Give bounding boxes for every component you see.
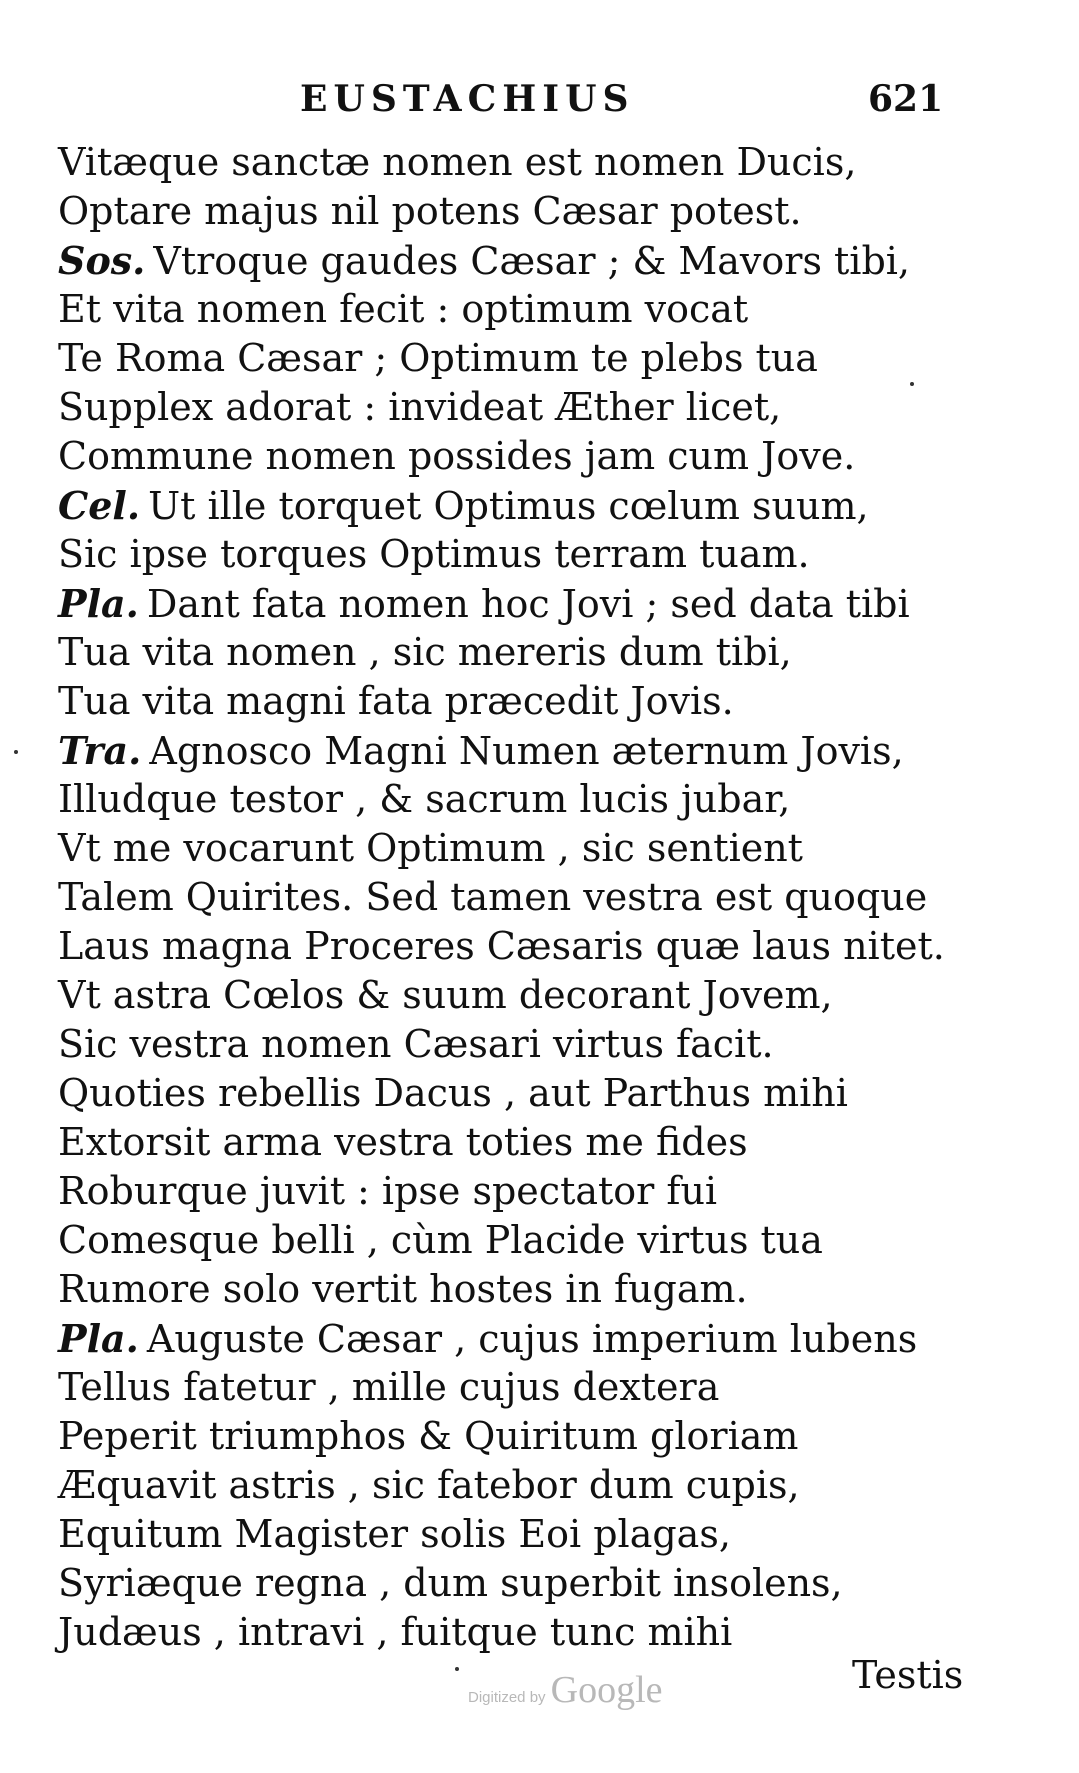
speaker-label: Cel. — [58, 483, 141, 528]
catchword: Testis — [852, 1653, 964, 1697]
verse-text: Roburque juvit : ipse spectator fui — [58, 1169, 718, 1213]
verse-line — [58, 432, 1018, 481]
verse-text: Ut ille torquet Optimus cœlum suum, — [148, 484, 869, 528]
ink-speck — [910, 382, 914, 386]
verse-line — [58, 1412, 1018, 1461]
speaker-label: Pla. — [58, 1316, 139, 1361]
verse-line — [58, 726, 1018, 775]
verse-line — [58, 1608, 1018, 1657]
verse-text: Supplex adorat : invideat Æther licet, — [58, 385, 782, 429]
verse-line — [58, 775, 1018, 824]
verse-line — [58, 1216, 1018, 1265]
verse-text: Judæus , intravi , fuitque tunc mihi — [58, 1610, 733, 1654]
verse-line — [58, 1461, 1018, 1510]
verse-text: Auguste Cæsar , cujus imperium lubens — [146, 1317, 918, 1361]
verse-line — [58, 1118, 1018, 1167]
verse-line — [58, 334, 1018, 383]
verse-text: Optare majus nil potens Cæsar potest. — [58, 189, 802, 233]
verse-text: Tua vita nomen , sic mereris dum tibi, — [58, 630, 792, 674]
verse-line — [58, 677, 1018, 726]
verse-text: Quoties rebellis Dacus , aut Parthus mihi — [58, 1071, 848, 1115]
verse-text: Et vita nomen fecit : optimum vocat — [58, 287, 749, 331]
verse-text: Tellus fatetur , mille cujus dextera — [58, 1365, 720, 1409]
verse-line — [58, 1265, 1018, 1314]
verse-line — [58, 1020, 1018, 1069]
verse-text: Æquavit astris , sic fatebor dum cupis, — [58, 1463, 800, 1507]
verse-line — [58, 1559, 1018, 1608]
verse-text: Rumore solo vertit hostes in fugam. — [58, 1267, 748, 1311]
ink-speck — [14, 750, 18, 754]
verse-text: Te Roma Cæsar ; Optimum te plebs tua — [58, 336, 818, 380]
verse-line — [58, 628, 1018, 677]
watermark-brand: Google — [550, 1669, 663, 1711]
verse-text: Tua vita magni fata præcedit Jovis. — [58, 679, 734, 723]
verse-line — [58, 971, 1018, 1020]
verse-line — [58, 1510, 1018, 1559]
verse-line — [58, 383, 1018, 432]
ink-speck — [455, 1667, 459, 1671]
verse-line — [58, 873, 1018, 922]
verse-text-block — [58, 138, 1018, 1657]
verse-line — [58, 1363, 1018, 1412]
verse-line — [58, 1314, 1018, 1363]
verse-text: Vitæque sanctæ nomen est nomen Ducis, — [58, 140, 857, 184]
page-number: 621 — [868, 78, 944, 120]
verse-text: Peperit triumphos & Quiritum gloriam — [58, 1414, 799, 1458]
speaker-label: Pla. — [58, 581, 139, 626]
verse-text: Dant fata nomen hoc Jovi ; sed data tibi — [146, 582, 910, 626]
verse-text: Vtroque gaudes Cæsar ; & Mavors tibi, — [153, 239, 911, 283]
watermark-prefix: Digitized by — [468, 1689, 546, 1706]
verse-text: Sic vestra nomen Cæsari virtus facit. — [58, 1022, 774, 1066]
verse-line — [58, 138, 1018, 187]
verse-line — [58, 481, 1018, 530]
verse-text: Agnosco Magni Numen æternum Jovis, — [149, 729, 904, 773]
verse-text: Vt astra Cœlos & suum decorant Jovem, — [58, 973, 833, 1017]
verse-line — [58, 285, 1018, 334]
verse-text: Extorsit arma vestra toties me fides — [58, 1120, 748, 1164]
verse-text: Talem Quirites. Sed tamen vestra est quoque — [58, 875, 928, 919]
verse-line — [58, 922, 1018, 971]
verse-line — [58, 824, 1018, 873]
verse-line — [58, 236, 1018, 285]
verse-text: Laus magna Proceres Cæsaris quæ laus nitet. — [58, 924, 945, 968]
verse-line — [58, 530, 1018, 579]
running-head-title: EUSTACHIUS — [300, 78, 635, 120]
verse-text: Equitum Magister solis Eoi plagas, — [58, 1512, 731, 1556]
verse-text: Comesque belli , cùm Placide virtus tua — [58, 1218, 823, 1262]
digitized-watermark — [468, 1668, 663, 1712]
verse-line — [58, 1167, 1018, 1216]
verse-line — [58, 187, 1018, 236]
verse-text: Sic ipse torques Optimus terram tuam. — [58, 532, 810, 576]
verse-line — [58, 1069, 1018, 1118]
speaker-label: Tra. — [58, 728, 142, 773]
verse-line — [58, 579, 1018, 628]
speaker-label: Sos. — [58, 238, 146, 283]
verse-text: Vt me vocarunt Optimum , sic sentient — [58, 826, 803, 870]
verse-text: Illudque testor , & sacrum lucis jubar, — [58, 777, 791, 821]
verse-text: Commune nomen possides jam cum Jove. — [58, 434, 856, 478]
verse-text: Syriæque regna , dum superbit insolens, — [58, 1561, 843, 1605]
